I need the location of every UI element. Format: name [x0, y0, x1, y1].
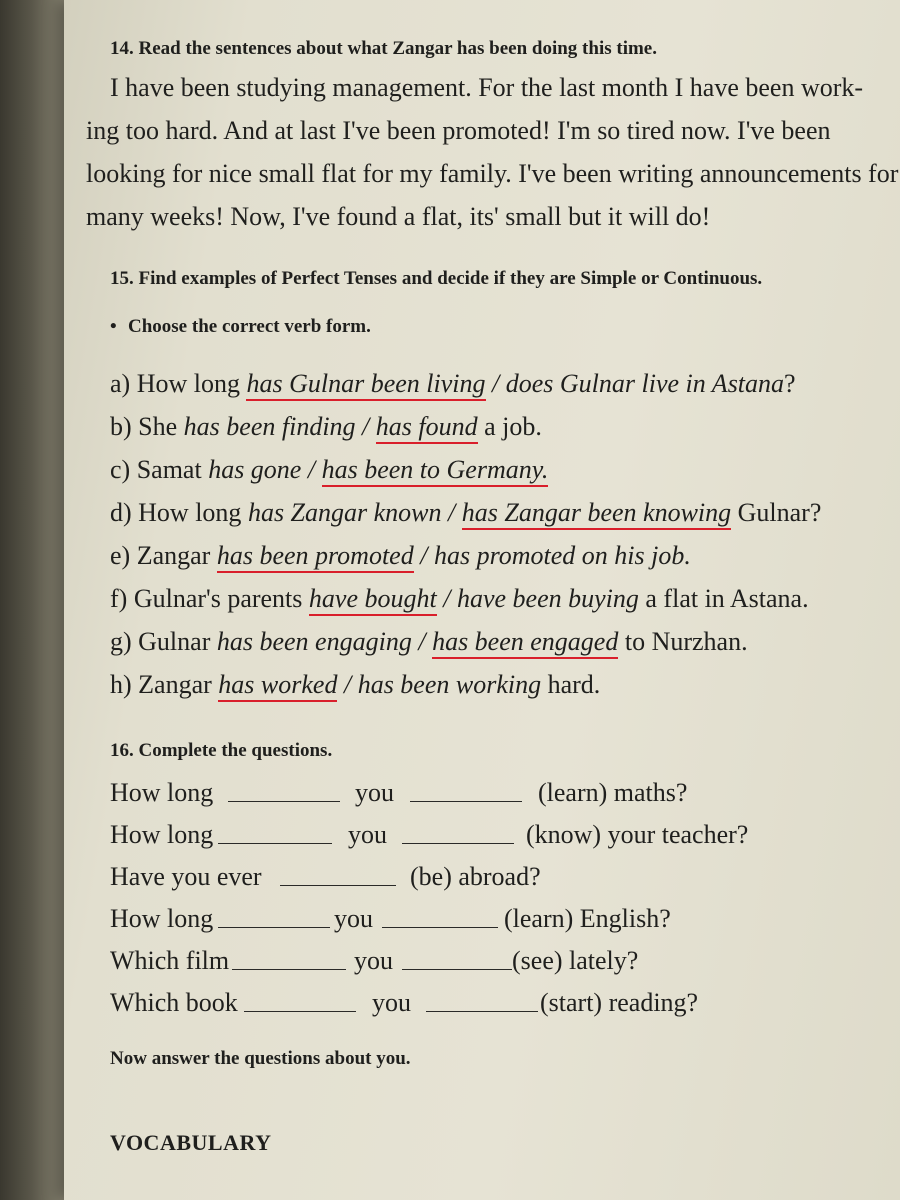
exercise-15-items [110, 362, 880, 706]
option: has been working [357, 670, 542, 699]
answer-blank [244, 1011, 356, 1012]
question-cue: (learn) English? [504, 904, 671, 933]
bullet-icon: • [110, 316, 117, 337]
option: has promoted on his job. [433, 541, 691, 570]
exercise-16-rows [110, 772, 880, 1024]
list-item [110, 448, 880, 491]
list-item [110, 405, 880, 448]
question-row [110, 898, 880, 940]
separator: / [355, 412, 376, 441]
question-cue: (be) abroad? [410, 862, 541, 891]
exercise-14-heading: 14. Read the sentences about what Zangar has been doing this time. [110, 38, 657, 59]
question-subject: you [334, 904, 373, 933]
item-prefix: g) Gulnar [110, 627, 217, 656]
item-prefix: d) How long [110, 498, 248, 527]
question-start: Which film [110, 946, 230, 975]
paragraph-line: ing too hard. And at last I've been promoted! I'm so tired now. I've been [86, 116, 831, 145]
option: has gone [208, 455, 302, 484]
answer-blank [218, 927, 330, 928]
item-prefix: b) She [110, 412, 184, 441]
paragraph-line: looking for nice small flat for my family. I've been writing announcements for [86, 159, 899, 188]
question-row [110, 772, 880, 814]
question-cue: (see) lately? [512, 946, 639, 975]
answer-instruction: Now answer the questions about you. [110, 1048, 411, 1069]
question-start: How long [110, 778, 214, 807]
separator: / [301, 455, 322, 484]
item-prefix: h) Zangar [110, 670, 219, 699]
vocabulary-heading: VOCABULARY [110, 1130, 272, 1155]
option: does Gulnar live in Astana [505, 369, 785, 398]
item-prefix: c) Samat [110, 455, 209, 484]
option: has been engaging [216, 627, 412, 656]
item-suffix: ? [784, 369, 796, 398]
item-prefix: e) Zangar [110, 541, 217, 570]
answer-blank [218, 843, 332, 844]
item-suffix: hard. [541, 670, 601, 699]
answer-blank [382, 927, 498, 928]
question-start: Have you ever [110, 862, 262, 891]
list-item [110, 491, 880, 534]
list-item [110, 362, 880, 405]
exercise-16-heading: 16. Complete the questions. [110, 740, 333, 761]
option-underlined: has found [376, 412, 478, 444]
option: has Zangar known [247, 498, 442, 527]
item-suffix: to Nurzhan. [618, 627, 748, 656]
question-cue: (start) reading? [540, 988, 699, 1017]
option-underlined: has worked [218, 670, 337, 702]
answer-blank [402, 969, 512, 970]
separator: / [436, 584, 457, 613]
question-subject: you [372, 988, 411, 1017]
question-subject: you [354, 946, 393, 975]
exercise-15-heading: 15. Find examples of Perfect Tenses and decide if they are Simple or Continuous. [110, 268, 763, 289]
instruction-text: Choose the correct verb form. [128, 316, 371, 337]
item-prefix: f) Gulnar's parents [110, 584, 309, 613]
exercise-15-instruction [110, 316, 880, 338]
answer-blank [228, 801, 340, 802]
answer-blank [402, 843, 514, 844]
option-underlined: has been engaged [432, 627, 618, 659]
question-cue: (know) your teacher? [526, 820, 749, 849]
answer-blank [426, 1011, 538, 1012]
separator: / [337, 670, 358, 699]
question-row [110, 940, 880, 982]
item-prefix: a) How long [110, 369, 247, 398]
list-item [110, 577, 880, 620]
question-start: How long [110, 904, 214, 933]
page-content [86, 38, 899, 1156]
paragraph-line: I have been studying management. For the last month I have been work- [110, 73, 864, 102]
exercise-14-paragraph [86, 66, 899, 238]
question-row [110, 856, 880, 898]
answer-blank [410, 801, 522, 802]
option-underlined: have bought [309, 584, 437, 616]
question-start: How long [110, 820, 214, 849]
question-subject: you [355, 778, 394, 807]
option-underlined: has Zangar been knowing [462, 498, 731, 530]
option: has been finding [183, 412, 356, 441]
option: have been buying [456, 584, 639, 613]
question-start: Which book [110, 988, 238, 1017]
item-suffix: Gulnar? [731, 498, 822, 527]
separator: / [485, 369, 506, 398]
option-underlined: has Gulnar been living [246, 369, 485, 401]
answer-blank [280, 885, 396, 886]
item-suffix: a job. [477, 412, 542, 441]
question-subject: you [348, 820, 387, 849]
list-item [110, 663, 880, 706]
question-row [110, 814, 880, 856]
answer-blank [232, 969, 346, 970]
list-item [110, 620, 880, 663]
question-cue: (learn) maths? [538, 778, 688, 807]
list-item [110, 534, 880, 577]
separator: / [411, 627, 433, 656]
question-row [110, 982, 880, 1024]
option-underlined: has been to Germany. [322, 455, 549, 487]
separator: / [413, 541, 434, 570]
separator: / [441, 498, 462, 527]
option-underlined: has been promoted [217, 541, 414, 573]
item-suffix: a flat in Astana. [638, 584, 809, 613]
paragraph-line: many weeks! Now, I've found a flat, its' small but it will do! [86, 202, 711, 231]
